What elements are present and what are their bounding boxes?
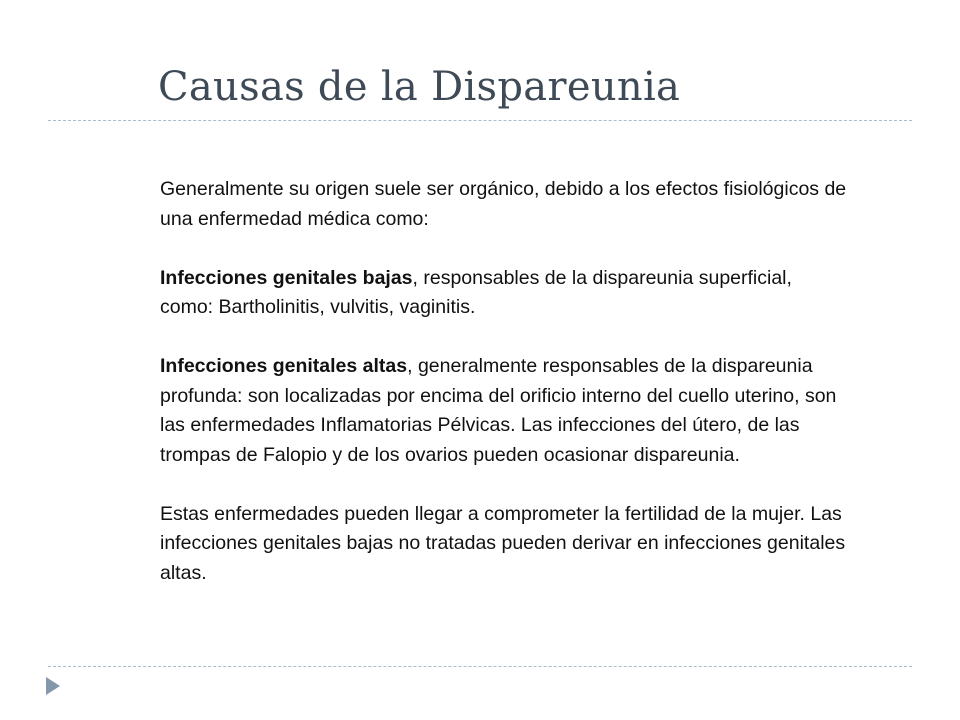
title-divider: [48, 120, 912, 121]
intro-paragraph: Generalmente su origen suele ser orgánico, debido a los efectos fisiológicos de una enfermedad médica como:: [160, 178, 847, 230]
high-infections-heading: Infecciones genitales altas: [160, 355, 408, 377]
low-infections-text: , responsables de la dispareunia superficial, como: Bartholinitis, vulvitis, vaginitis.: [160, 266, 792, 318]
high-infections-paragraph: [160, 352, 850, 470]
triangle-right-icon: [46, 677, 60, 695]
high-infections-text: , generalmente responsables de la dispareunia profunda: son localizadas por encima del orificio interno del cuello uterino, son las enfermedades Inflamatorias Pélvicas. Las infecciones del útero, de las trompas de Falopio y de los ovarios pueden ocasionar dispareunia.: [160, 355, 837, 466]
low-infections-paragraph: [160, 264, 850, 323]
slide-title: Causas de la Dispareunia: [158, 64, 681, 110]
footer-divider: [48, 666, 912, 667]
slide-body: [160, 175, 850, 618]
low-infections-heading: Infecciones genitales bajas: [160, 266, 413, 289]
closing-paragraph: Estas enfermedades pueden llegar a comprometer la fertilidad de la mujer. Las infecciones genitales bajas no tratadas pueden derivar en infecciones genitales altas.: [160, 502, 846, 584]
